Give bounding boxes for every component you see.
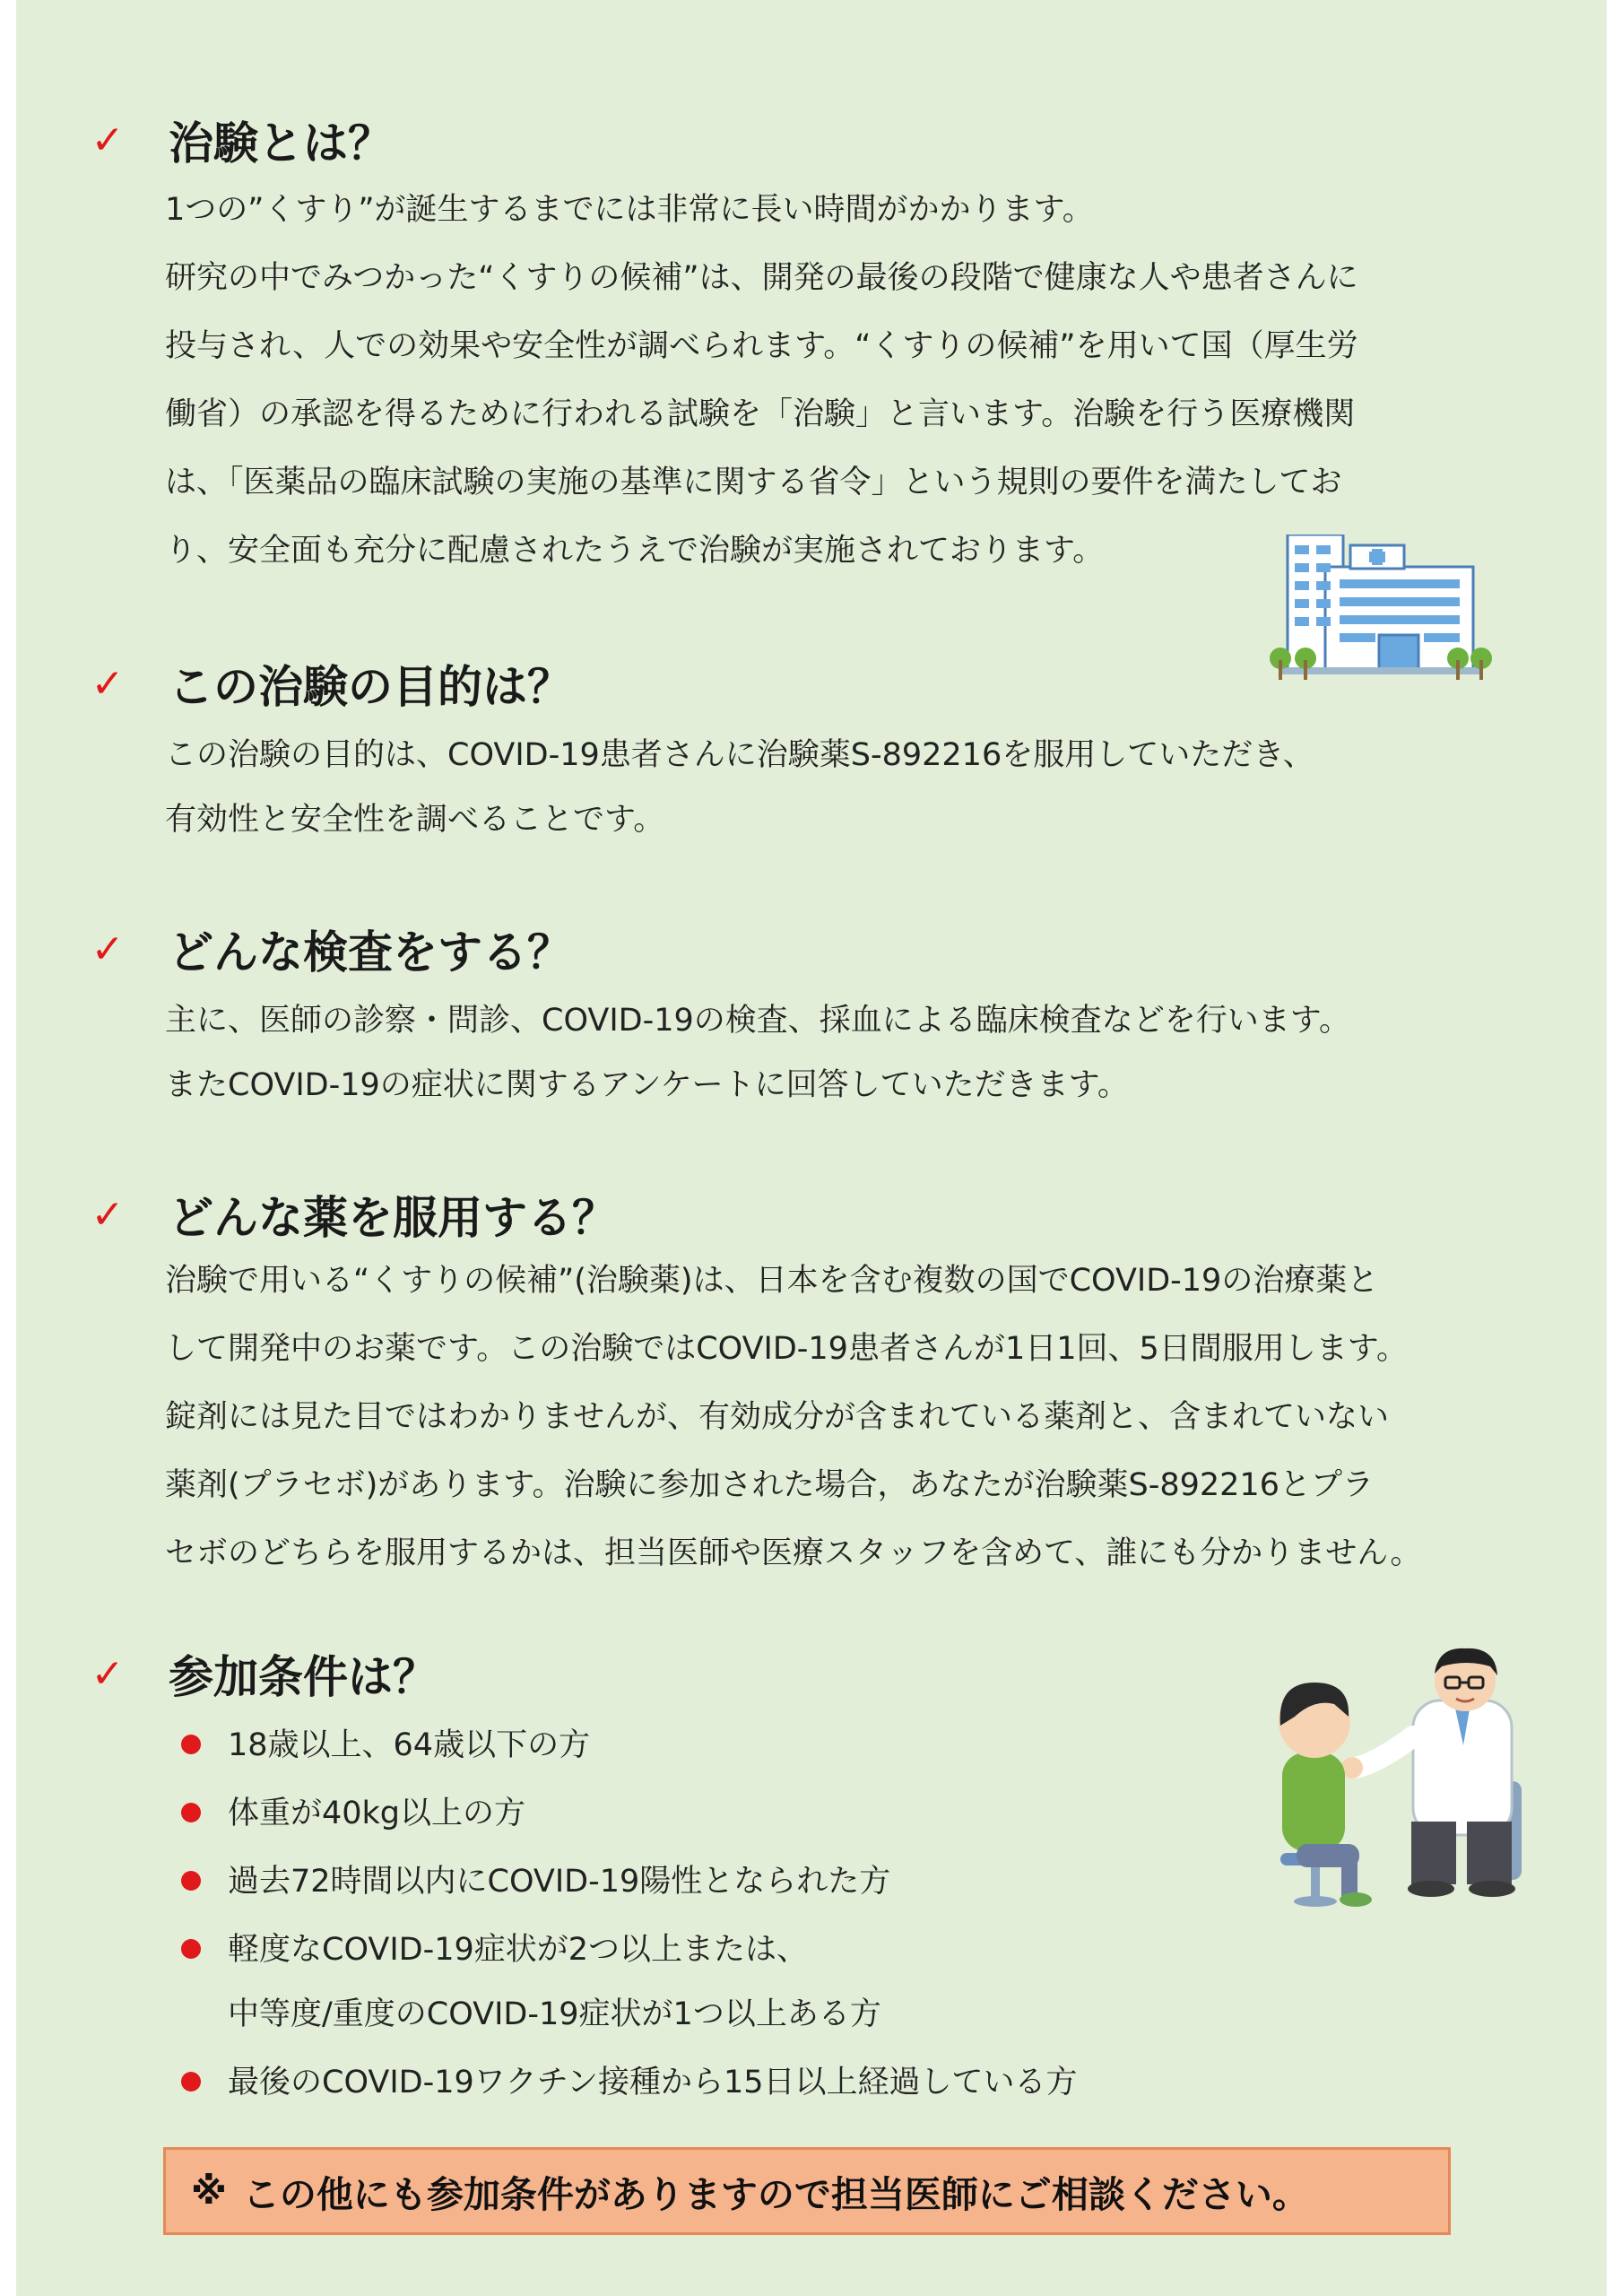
- paragraph-line: 有効性と安全性を調べることです。: [165, 802, 665, 838]
- paragraph-line: は、「医薬品の臨床試験の実施の基準に関する省令」という規則の要件を満たしてお: [165, 465, 1342, 500]
- paragraph-line: 働省）の承認を得るために行われる試験を「治験」と言います。治験を行う医療機関: [165, 396, 1356, 432]
- section-body-examinations: [165, 987, 1350, 1116]
- section-body-purpose: [165, 721, 1314, 850]
- paragraph-line: 錠剤には見た目ではわかりませんが、有効成分が含まれている薬剤と、含まれていない: [165, 1399, 1390, 1435]
- paragraph-line: 研究の中でみつかった“くすりの候補”は、開発の最後の段階で健康な人や患者さんに: [165, 260, 1358, 296]
- bullet-dot-icon: [181, 1803, 201, 1822]
- condition-text: 18歳以上、64歳以下の方: [228, 1727, 591, 1763]
- section-title: どんな薬を服用する？: [169, 1192, 617, 1244]
- section-heading-eligibility: [81, 1641, 438, 1706]
- check-icon: ✓: [91, 1191, 125, 1238]
- condition-text: 最後のCOVID-19ワクチン接種から15日以上経過している方: [228, 2065, 1078, 2100]
- document-page: [16, 0, 1607, 2296]
- paragraph-line: この治験の目的は、COVID-19患者さんに治験薬S-892216を服用していただき、: [165, 737, 1314, 773]
- list-item: [165, 1918, 1078, 2047]
- condition-text: 軽度なCOVID-19症状が2つ以上または、: [228, 1932, 809, 1968]
- paragraph-line: 主に、医師の診察・問診、COVID-19の検査、採血による臨床検査などを行います。: [165, 1003, 1350, 1039]
- condition-text: 過去72時間以内にCOVID-19陽性となられた方: [228, 1864, 891, 1900]
- notice-banner: [163, 2147, 1451, 2235]
- list-item: [165, 2050, 1078, 2115]
- condition-text-continued: 中等度/重度のCOVID-19症状が1つ以上ある方: [228, 1996, 881, 2032]
- bullet-dot-icon: [181, 1939, 201, 1959]
- paragraph-line: り、安全面も充分に配慮されたうえで治験が実施されております。: [165, 533, 1105, 569]
- section-heading-examinations: [81, 917, 572, 981]
- paragraph-line: セボのどちらを服用するかは、担当医師や医療スタッフを含めて、誰にも分かりません。: [165, 1535, 1422, 1571]
- eligibility-list: [165, 1713, 1078, 2115]
- paragraph-line: 1つの”くすり”が誕生するまでには非常に長い時間がかかります。: [165, 192, 1094, 228]
- check-icon: ✓: [91, 1650, 125, 1697]
- list-item: [165, 1849, 1078, 1914]
- section-title: どんな検査をする？: [169, 926, 572, 978]
- doctor-patient-illustration-icon: [1279, 1647, 1557, 1916]
- section-heading-what-is-trial: [81, 108, 393, 172]
- reference-mark: ※: [191, 2170, 227, 2213]
- check-icon: ✓: [91, 660, 125, 707]
- paragraph-line: またCOVID-19の症状に関するアンケートに回答していただきます。: [165, 1067, 1129, 1103]
- section-title: この治験の目的は？: [169, 661, 572, 713]
- bullet-dot-icon: [181, 1871, 201, 1891]
- paragraph-line: 治験で用いる“くすりの候補”(治験薬)は、日本を含む複数の国でCOVID-19の治療薬と: [165, 1263, 1379, 1299]
- bullet-dot-icon: [181, 1735, 201, 1754]
- bullet-dot-icon: [181, 2072, 201, 2092]
- section-title: 参加条件は？: [169, 1651, 438, 1703]
- paragraph-line: 投与され、人での効果や安全性が調べられます。“くすりの候補”を用いて国（厚生労: [165, 328, 1358, 364]
- list-item: [165, 1713, 1078, 1778]
- condition-text: 体重が40kg以上の方: [228, 1796, 526, 1831]
- notice-text: この他にも参加条件がありますので担当医師にご相談ください。: [242, 2172, 1309, 2216]
- section-heading-purpose: [81, 651, 572, 716]
- paragraph-line: して開発中のお薬です。この治験ではCOVID-19患者さんが1日1回、5日間服用します。: [165, 1331, 1408, 1367]
- section-body-medication: [165, 1247, 1421, 1587]
- hospital-illustration-icon: [1270, 535, 1494, 687]
- list-item: [165, 1781, 1078, 1846]
- check-icon: ✓: [91, 117, 125, 163]
- section-title: 治験とは？: [169, 117, 393, 170]
- paragraph-line: 薬剤(プラセボ)があります。治験に参加された場合，あなたが治験薬S-892216とプラ: [165, 1467, 1374, 1503]
- section-heading-medication: [81, 1182, 617, 1247]
- check-icon: ✓: [91, 926, 125, 972]
- section-body-what-is-trial: [165, 176, 1358, 585]
